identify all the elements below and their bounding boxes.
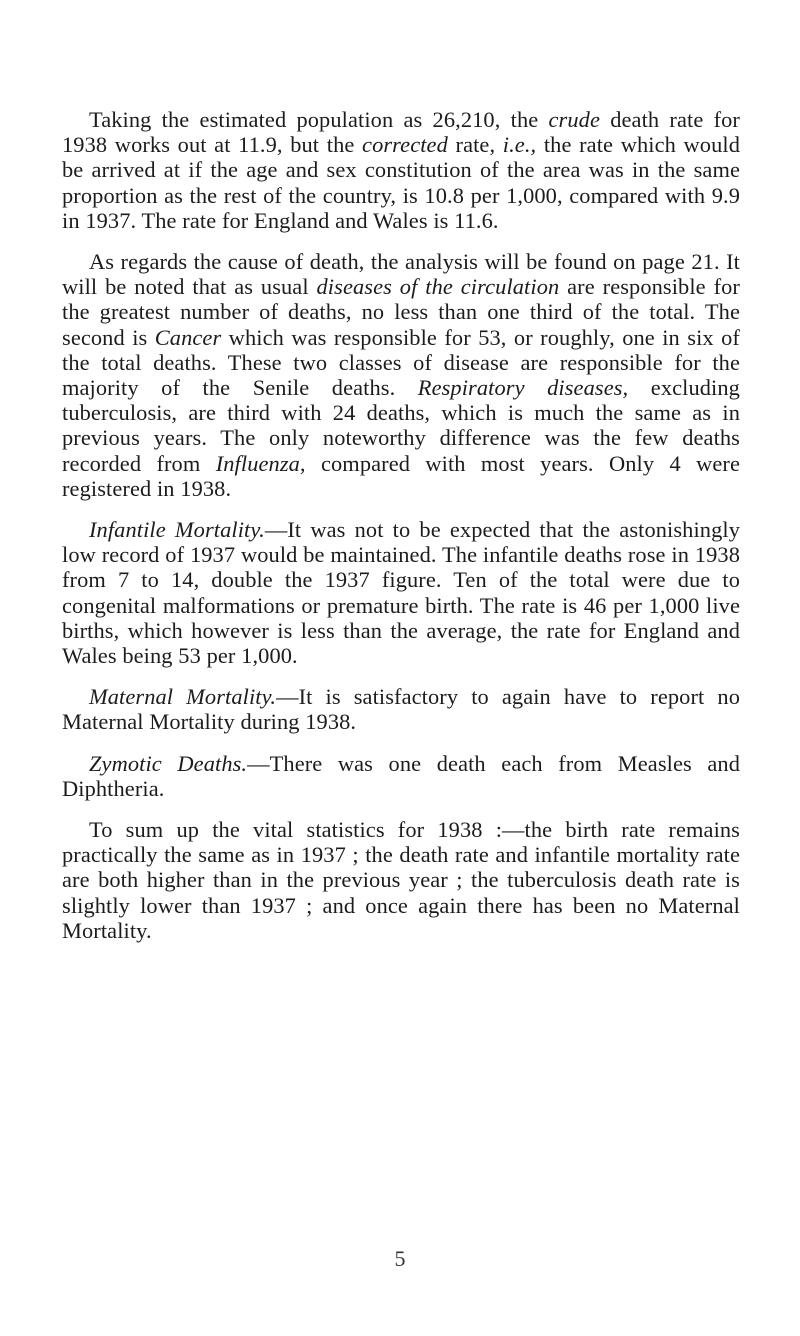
text-run: —It was not to be expected that the astonishingly low record of 1937 would be maintained. The infantile deaths rose in 1938 from 7 to 14, double the 1937 figure. Ten of the total were due to congenital malformations or premature birth. The rate is 46 per 1,000 live births, which however is less than the average, the rate for England and Wales being 53 per 1,000. — [62, 517, 740, 669]
paragraph — [62, 817, 740, 943]
text-run: excluding tuberculosis, are third with 24 deaths, which is much the same as in previous years. The only noteworthy difference was the few deaths recorded from — [62, 375, 740, 476]
text-run: compared with most years. Only 4 were registered in 1938. — [62, 450, 740, 501]
paragraph — [62, 751, 740, 801]
italic-text-run: Cancer — [154, 324, 222, 350]
paragraph — [62, 684, 740, 734]
text-run: Taking the estimated population as 26,210, the — [89, 107, 549, 132]
text-run: To sum up the vital statistics for 1938 :—the birth rate remains practically the same as in 1937 ; the death rate and infantile mortality rate are both higher than in the previous year ; the tuberculosis death rate is slightly lower than 1937 ; and once again there has been no Maternal Mortality. — [62, 817, 740, 943]
paragraph — [62, 249, 740, 501]
body-text — [62, 107, 740, 943]
paragraph — [62, 517, 740, 668]
text-run: death rate for 1938 works out at 11.9, but the — [62, 107, 740, 158]
text-run: which was responsible for 53, or roughly, one in six of the total deaths. These two classes of disease are responsible for the majority of the Senile deaths. — [62, 324, 740, 401]
text-run: the rate which would be arrived at if the age and sex constitution of the area was in the same proportion as the rest of the country, is 10.8 per 1,000, compared with 9.9 in 1937. The rate for England and Wales is 11.6. — [62, 132, 741, 233]
italic-text-run: i.e., — [502, 132, 537, 158]
paragraph — [62, 107, 740, 233]
text-run: are responsible for the greatest number of deaths, no less than one third of the total. The second is — [62, 274, 740, 350]
italic-text-run: corrected — [362, 132, 448, 158]
italic-text-run: crude — [548, 107, 600, 132]
italic-text-run: Zymotic Deaths. — [89, 750, 248, 776]
page-number: 5 — [394, 1246, 406, 1271]
text-run: rate, — [447, 132, 503, 158]
text-run: —It is satisfactory to again have to report no Maternal Mortality during 1938. — [62, 684, 740, 735]
italic-text-run: Influenza, — [215, 450, 306, 476]
italic-text-run: Respiratory diseases, — [417, 375, 629, 401]
italic-text-run: diseases of the circulation — [316, 274, 560, 300]
italic-text-run: Maternal Mortality. — [89, 684, 277, 710]
text-run: —There was one death each from Measles and Diphtheria. — [62, 750, 740, 801]
text-run: As regards the cause of death, the analysis will be found on page 21. It will be noted that as usual — [62, 249, 740, 300]
italic-text-run: Infantile Mortality. — [89, 517, 265, 543]
